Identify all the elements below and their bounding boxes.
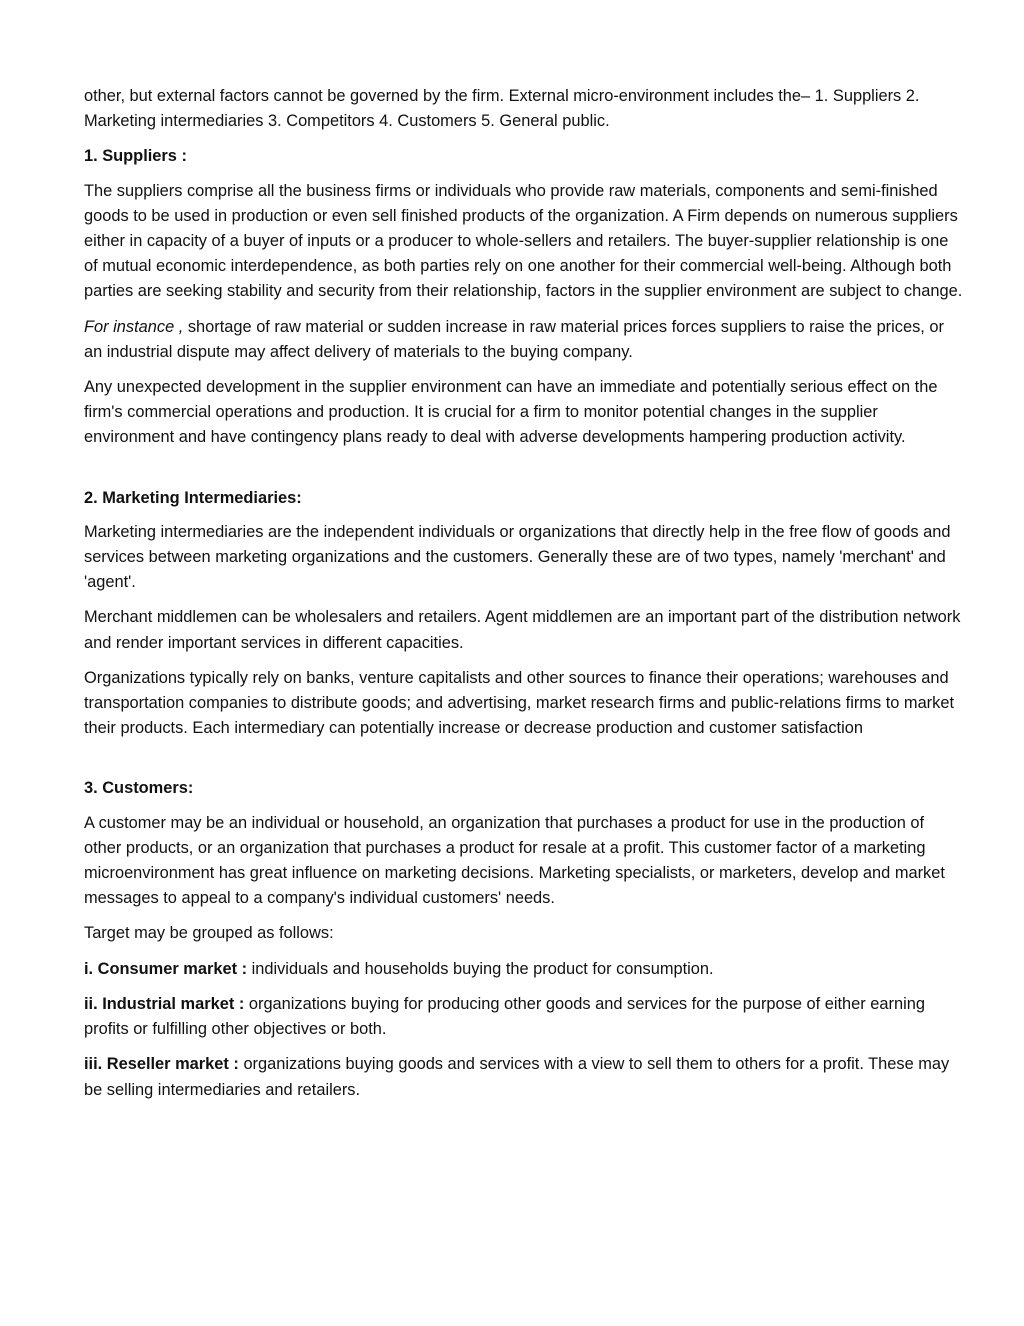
intro-paragraph: other, but external factors cannot be governed by the firm. External micro-environment includes the– 1. Suppliers 2. Marketing intermediaries 3. Competitors 4. Customers 5. General public.	[84, 87, 920, 131]
section-heading-suppliers: 1. Suppliers :	[84, 147, 187, 166]
for-instance-lead: For instance ,	[84, 317, 184, 336]
market-item-consumer	[84, 957, 964, 982]
customers-paragraph-1: A customer may be an individual or household, an organization that purchases a product for use in the production of other products, or an organization that purchases a product for resale at a profit. This customer factor of a marketing microenvironment has great influence on marketing decisions. Marketing specialists, or marketers, develop and market messages to appeal to a company's individual customers' needs.	[84, 813, 945, 908]
section-spacer	[84, 751, 964, 776]
market-item-text: individuals and households buying the product for consumption.	[247, 959, 714, 978]
section-heading-intermediaries: 2. Marketing Intermediaries:	[84, 488, 302, 507]
intermediaries-paragraph-1: Marketing intermediaries are the independent individuals or organizations that directly help in the free flow of goods and services between marketing organizations and the customers. Generally these are of two types, namely 'merchant' and 'agent'.	[84, 522, 951, 592]
market-item-reseller	[84, 1052, 964, 1102]
market-item-label: ii. Industrial market :	[84, 994, 245, 1013]
section-heading-customers: 3. Customers:	[84, 779, 194, 798]
section-spacer	[84, 461, 964, 486]
suppliers-paragraph-2-text: shortage of raw material or sudden increase in raw material prices forces suppliers to raise the prices, or an industrial dispute may affect delivery of materials to the buying company.	[84, 317, 944, 361]
market-item-label: i. Consumer market :	[84, 959, 248, 978]
suppliers-paragraph-1: The suppliers comprise all the business firms or individuals who provide raw materials, components and semi-finished goods to be used in production or even sell finished products of the organization. A Firm depends on numerous suppliers either in capacity of a buyer of inputs or a producer to whole-sellers and retailers. The buyer-supplier relationship is one of mutual economic interdependence, as both parties rely on one another for their commercial well-being. Although both parties are seeking stability and security from their relationship, factors in the supplier environment are subject to change.	[84, 181, 963, 301]
suppliers-paragraph-3: Any unexpected development in the supplier environment can have an immediate and potentially serious effect on the firm's commercial operations and production. It is crucial for a firm to monitor potential changes in the supplier environment and have contingency plans ready to deal with adverse developments hampering production activity.	[84, 378, 938, 447]
suppliers-paragraph-2	[84, 315, 964, 365]
intermediaries-paragraph-3: Organizations typically rely on banks, venture capitalists and other sources to finance their operations; warehouses and transportation companies to distribute goods; and advertising, market research firms and public-relations firms to market their products. Each intermediary can potentially increase or decrease production and customer satisfaction	[84, 668, 955, 738]
customers-paragraph-2: Target may be grouped as follows:	[84, 924, 334, 943]
market-item-text: organizations buying goods and services with a view to sell them to others for a profit. These may be selling intermediaries and retailers.	[84, 1055, 950, 1099]
intermediaries-paragraph-2: Merchant middlemen can be wholesalers and retailers. Agent middlemen are an important part of the distribution network and render important services in different capacities.	[84, 608, 961, 652]
market-item-label: iii. Reseller market :	[84, 1055, 239, 1074]
market-item-text: organizations buying for producing other goods and services for the purpose of either earning profits or fulfilling other objectives or both.	[84, 994, 925, 1039]
document-page	[84, 84, 964, 1113]
market-item-industrial	[84, 992, 964, 1042]
